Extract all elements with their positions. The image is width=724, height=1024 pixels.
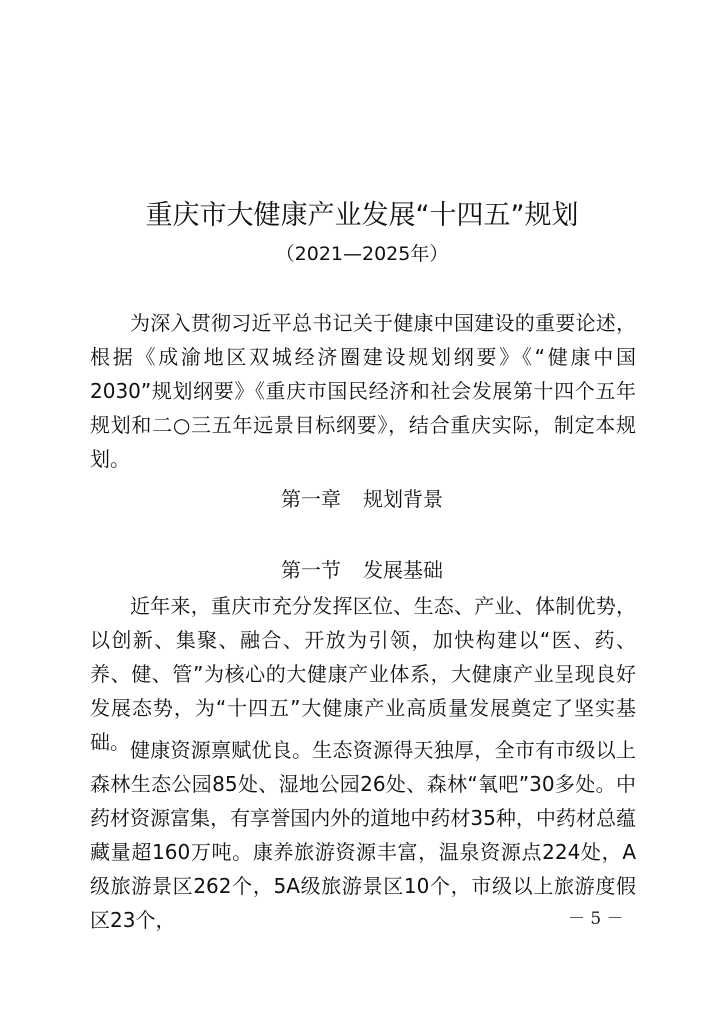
document-title: 重庆市大健康产业发展“十四五”规划 <box>145 200 579 231</box>
chapter-number: 第一章 <box>281 487 341 511</box>
intro-paragraph: 为深入贯彻习近平总书记关于健康中国建设的重要论述，根据《成渝地区双城经济圈建设规划纲要》《“健康中国2030”规划纲要》《重庆市国民经济和社会发展第十四个五年规划和二○三五年远景目标纲要》，结合重庆实际，制定本规划。 <box>90 311 636 471</box>
chapter-name: 规划背景 <box>363 487 443 511</box>
document-subtitle: （2021—2025年） <box>275 243 449 265</box>
section-number: 第一节 <box>281 558 341 582</box>
chapter-heading <box>0 482 724 516</box>
page-number: － 5 － <box>568 909 624 929</box>
section-name: 发展基础 <box>363 558 443 582</box>
body-paragraph: 近年来，重庆市充分发挥区位、生态、产业、体制优势，以创新、集聚、融合、开放为引领，加快构建以“医、药、养、健、管”为核心的大健康产业体系，大健康产业呈现良好发展态势，为“十四五”大健康产业高质量发展奠定了坚实基础。 <box>90 594 636 754</box>
section-heading <box>0 553 724 587</box>
body-paragraph: 健康资源禀赋优良。生态资源得天独厚，全市有市级以上森林生态公园85处、湿地公园26处、森林“氧吧”30多处。中药材资源富集，有享誉国内外的道地中药材35种，中药材总蕴藏量超160万吨。康养旅游资源丰富，温泉资源点224处，A级旅游景区262个，5A级旅游景区10个，市级以上旅游度假区23个， <box>90 738 636 932</box>
